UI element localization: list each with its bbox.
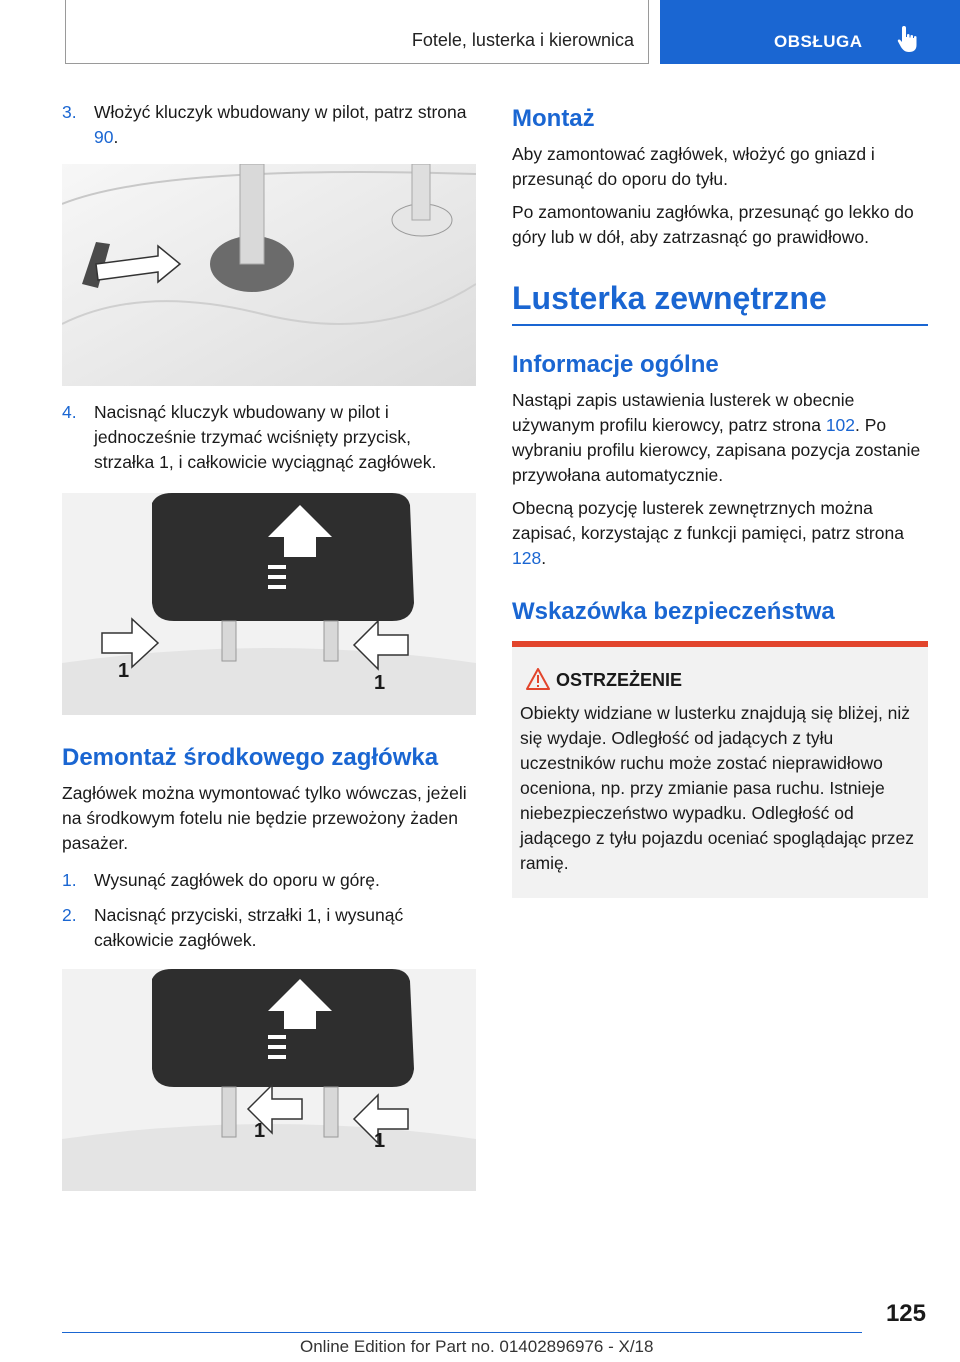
step-4 bbox=[62, 400, 476, 475]
step-text: Włożyć kluczyk wbudowany w pilot, patrz strona bbox=[94, 102, 467, 122]
page-number: 125 bbox=[885, 1300, 926, 1327]
warning-box bbox=[512, 641, 928, 898]
footer-rule bbox=[62, 1332, 862, 1333]
step-text: Nacisnąć przyciski, strzałki 1, i wysunąć całkowicie zagłówek. bbox=[94, 905, 404, 950]
montaz-paragraph-1: Aby zamontować zagłówek, włożyć go gniazd i przesunąć do oporu do tyłu. bbox=[512, 144, 875, 189]
warning-text: Obiekty widziane w lusterku znajdują się bliżej, niż się wydaje. Odległość od jadących z tyłu uczestników ruchu może zostać nieprawidłowo oceniona, np. przy zmianie pasa ruchu. Istnieje niebezpieczeństwo wypadku. Odległość od jadącego z tyłu pojazdu oceniać spoglądając przez ramię. bbox=[520, 703, 915, 873]
step-text: Nacisnąć kluczyk wbudowany w pilot i jednocześnie trzymać wciśnięty przycisk, strzałka 1, i całkowicie wyciągnąć zagłówek. bbox=[94, 402, 437, 472]
warning-title: OSTRZEŻENIE bbox=[556, 667, 920, 693]
montaz-paragraph-2: Po zamontowaniu zagłówka, przesunąć go lekko do góry lub w dół, aby zatrzasnąć go prawidłowo. bbox=[512, 202, 914, 247]
chapter-tab[interactable] bbox=[660, 0, 960, 64]
main-heading: Lusterka zewnętrzne bbox=[512, 280, 827, 316]
section-title: Fotele, lusterka i kierownica bbox=[411, 30, 634, 50]
arrow-label: 1 bbox=[374, 672, 386, 694]
page-link-128[interactable]: 128 bbox=[512, 548, 542, 568]
figure-key-insert bbox=[62, 164, 476, 386]
page-link-90[interactable]: 90 bbox=[94, 127, 114, 147]
step-text: Wysunąć zagłówek do oporu w górę. bbox=[94, 870, 380, 890]
header-section-box bbox=[65, 0, 649, 64]
info-paragraph-2: Obecną pozycję lusterek zewnętrznych można zapisać, korzystając z funkcji pamięci, patrz strona 128. bbox=[512, 498, 904, 568]
arrow-label: 1 bbox=[374, 1130, 386, 1152]
pointing-hand-icon bbox=[896, 24, 920, 54]
step-number: 2. bbox=[62, 905, 77, 925]
step-1 bbox=[62, 868, 476, 893]
heading-rule bbox=[512, 324, 928, 326]
info-paragraph-1: Nastąpi zapis ustawienia lusterek w obecnie używanym profilu kierowcy, patrz strona 102. Po wybraniu profilu kierowcy, zapisana pozycja zostanie przywołana automatycznie. bbox=[512, 390, 921, 485]
arrow-label: 1 bbox=[118, 660, 130, 682]
montaz-heading: Montaż bbox=[512, 105, 595, 132]
left-column bbox=[62, 100, 476, 1191]
chapter-tab-label: OBSŁUGA bbox=[774, 32, 863, 51]
warning-triangle-icon bbox=[526, 668, 550, 690]
step-2 bbox=[62, 903, 476, 953]
arrow-label: 1 bbox=[254, 1120, 266, 1142]
safety-heading: Wskazówka bezpieczeństwa bbox=[512, 598, 835, 625]
info-heading: Informacje ogólne bbox=[512, 351, 719, 378]
section-heading: Demontaż środkowego zagłówka bbox=[62, 744, 439, 771]
step-number: 4. bbox=[62, 402, 77, 422]
footer-edition: Online Edition for Part no. 01402896976 - X/18 bbox=[300, 1337, 654, 1356]
step-3: 3. Włożyć kluczyk wbudowany w pilot, patrz strona 90. bbox=[62, 102, 467, 147]
page-link-102[interactable]: 102 bbox=[825, 415, 856, 435]
step-number: 3. bbox=[62, 102, 77, 122]
figure-headrest-center bbox=[62, 969, 476, 1191]
intro-paragraph: Zagłówek można wymontować tylko wówczas, jeżeli na środkowym fotelu nie będzie przewożony żaden pasażer. bbox=[62, 783, 467, 853]
step-number: 1. bbox=[62, 870, 77, 890]
right-column bbox=[512, 104, 928, 898]
